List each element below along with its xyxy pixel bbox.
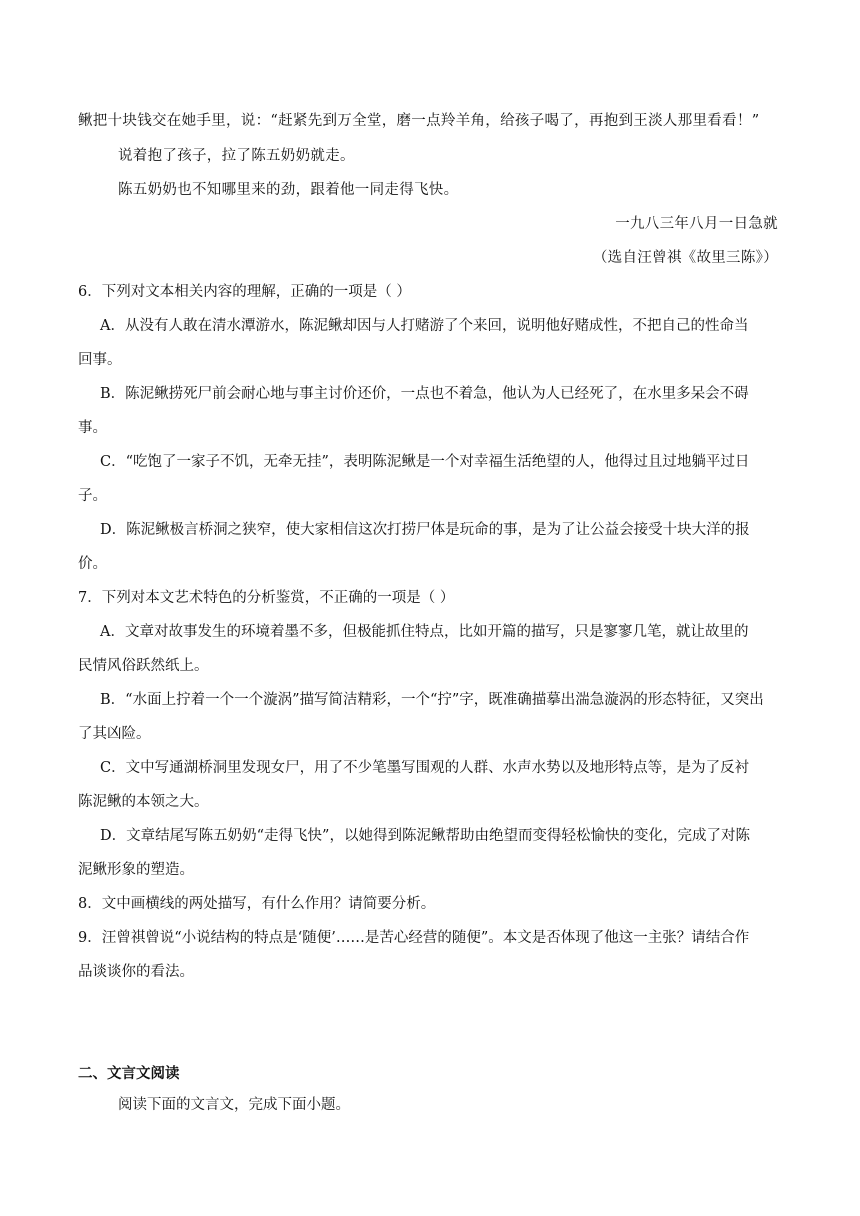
story-date: 一九八三年八月一日急就 — [615, 216, 778, 232]
question-7-stem: 7．下列对本文艺术特色的分析鉴赏，不正确的一项是（ ） — [78, 590, 455, 606]
q6-option-d-cont: 价。 — [78, 556, 107, 572]
story-source: （选自汪曾祺《故里三陈》） — [592, 250, 778, 266]
q6-option-a: A．从没有人敢在清水潭游水，陈泥鳅却因与人打赌游了个来回，说明他好赌成性，不把自己的性命当 — [100, 318, 749, 334]
question-9-cont: 品谈谈你的看法。 — [78, 964, 194, 980]
q7-option-a: A．文章对故事发生的环境着墨不多，但极能抓住特点，比如开篇的描写，只是寥寥几笔，就让故里的 — [100, 624, 749, 640]
section-heading: 二、文言文阅读 — [78, 1065, 180, 1082]
q7-option-c: C．文中写通湖桥洞里发现女尸，用了不少笔墨写围观的人群、水声水势以及地形特点等，是为了反衬 — [100, 760, 750, 776]
story-line: 鳅把十块钱交在她手里，说：“赶紧先到万全堂，磨一点羚羊角，给孩子喝了，再抱到王淡人那里看看！” — [78, 113, 760, 129]
q7-option-b-cont: 了其凶险。 — [78, 726, 151, 742]
q6-option-c-cont: 子。 — [78, 488, 107, 504]
q7-option-d: D．文章结尾写陈五奶奶“走得飞快”，以她得到陈泥鳅帮助由绝望而变得轻松愉快的变化，完成了对陈 — [100, 828, 750, 844]
q7-option-d-cont: 泥鳅形象的塑造。 — [78, 862, 194, 878]
q7-option-a-cont: 民情风俗跃然纸上。 — [78, 658, 209, 674]
q6-option-b-cont: 事。 — [78, 420, 107, 436]
q6-option-d: D．陈泥鳅极言桥洞之狭窄，使大家相信这次打捞尸体是玩命的事，是为了让公益会接受十块大洋的报 — [100, 522, 750, 538]
q6-option-a-cont: 回事。 — [78, 352, 122, 368]
story-line: 说着抱了孩子，拉了陈五奶奶就走。 — [118, 148, 355, 164]
section-intro: 阅读下面的文言文，完成下面小题。 — [118, 1097, 350, 1113]
question-6-stem: 6．下列对文本相关内容的理解，正确的一项是（ ） — [78, 284, 411, 300]
question-9: 9．汪曾祺曾说“小说结构的特点是‘随便’……是苦心经营的随便”。本文是否体现了他这一主张？请结合作 — [78, 930, 750, 946]
q6-option-b: B．陈泥鳅捞死尸前会耐心地与事主讨价还价，一点也不着急，他认为人已经死了，在水里多呆会不碍 — [100, 386, 749, 402]
q6-option-c: C．“吃饱了一家子不饥，无牵无挂”，表明陈泥鳅是一个对幸福生活绝望的人，他得过且过地躺平过日 — [100, 454, 750, 470]
story-line: 陈五奶奶也不知哪里来的劲，跟着他一同走得飞快。 — [118, 182, 459, 198]
q7-option-c-cont: 陈泥鳅的本领之大。 — [78, 794, 209, 810]
q7-option-b: B．“水面上拧着一个一个漩涡”描写简洁精彩，一个“拧”字，既准确描摹出湍急漩涡的形态特征，又突出 — [100, 692, 764, 708]
question-8: 8．文中画横线的两处描写，有什么作用？请简要分析。 — [78, 896, 436, 912]
